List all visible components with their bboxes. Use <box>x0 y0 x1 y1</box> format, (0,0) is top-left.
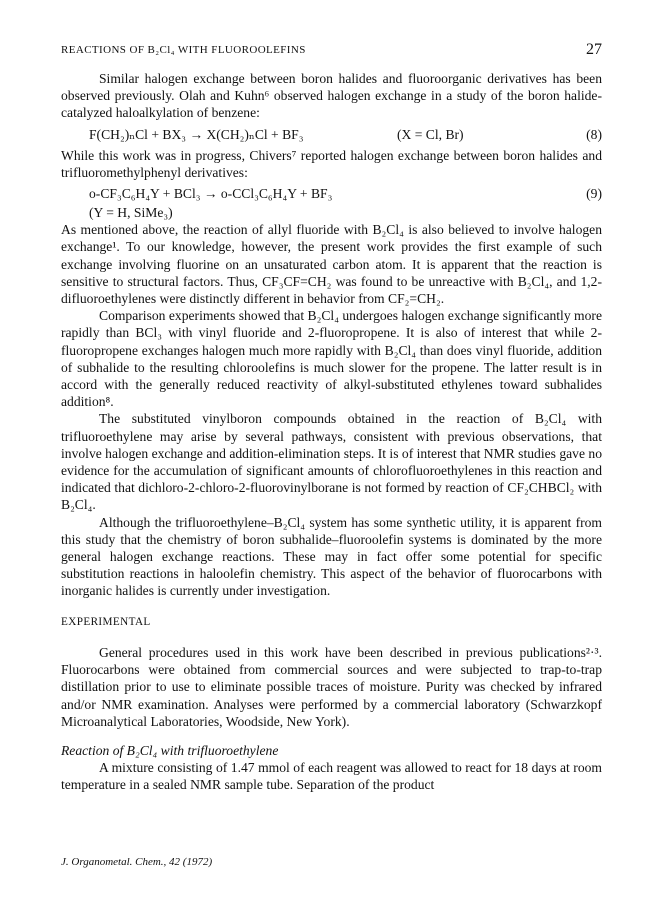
paragraph-chivers: While this work was in progress, Chivers⁷ reported halogen exchange between boron halides and trifluoromethylphenyl derivatives: <box>61 147 602 180</box>
paragraph-synthetic-utility: Although the trifluoroethylene–B₂Cl₄ system has some synthetic utility, it is apparent from this study that the chemistry of boron subhalide–fluoroolefin systems is dominated by the more general halogen exchange reactions. These may in fact offer some potential for specific substitution reactions in haloolefin chemistry. This aspect of the behavior of fluorocarbons with inorganic halides is currently under investigation. <box>61 514 602 599</box>
running-head: REACTIONS OF B₂Cl₄ WITH FLUOROOLEFINS <box>61 44 306 56</box>
page-header <box>61 42 602 60</box>
article-body <box>61 70 602 794</box>
paragraph-allyl-fluoride: As mentioned above, the reaction of allyl fluoride with B₂Cl₄ is also believed to involve halogen exchange¹. To our knowledge, however, the present work provides the first example of such exchange involving fluorine on an unsaturated carbon atom. It is apparent that the reaction is sensitive to structural factors. Thus, CF₃CF=CH₂ was found to be unreactive with B₂Cl₄, and 1,2-difluoroethylenes were distinctly different in behavior from CF₂=CH₂. <box>61 222 602 307</box>
page-number: 27 <box>586 41 602 58</box>
equation-8 <box>61 124 602 146</box>
paragraph-reaction-procedure: A mixture consisting of 1.47 mmol of each reagent was allowed to react for 18 days at room temperature in a sealed NMR sample tube. Separation of the product <box>61 760 602 793</box>
paragraph-halogen-exchange-previous: Similar halogen exchange between boron halides and fluoroorganic derivatives has been observed previously. Olah and Kuhn⁶ observed halogen exchange in a study of the boron halide-catalyzed haloalkylation of benzene: <box>61 71 602 121</box>
equation-9 <box>61 183 602 203</box>
subsection-heading-reaction: Reaction of B₂Cl₄ with trifluoroethylene <box>61 742 279 758</box>
paragraph-vinylboron-pathways: The substituted vinylboron compounds obtained in the reaction of B₂Cl₄ with trifluoroethylene may arise by several pathways, consistent with previous observations, that involve halogen exchange and addition-elimination steps. It is of interest that NMR studies gave no evidence for the accumulation of significant amounts of chlorofluoroethylenes in this reaction and indicated that dichloro-2-chloro-2-fluorovinylborane is not formed by reaction of CF₂CHBCl₂ with B₂Cl₄. <box>61 411 602 513</box>
journal-citation: J. Organometal. Chem., 42 (1972) <box>61 856 213 868</box>
equation-8-expression: F(CH₂)ₙCl + BX₃ → X(CH₂)ₙCl + BF₃ <box>89 126 304 142</box>
equation-8-condition: (X = Cl, Br) <box>397 126 464 142</box>
equation-9-expression: o-CF₃C₆H₄Y + BCl₃ → o-CCl₃C₆H₄Y + BF₃ <box>89 186 333 202</box>
equation-9-number: (9) <box>586 186 602 202</box>
equation-8-number: (8) <box>586 126 602 142</box>
paragraph-general-procedures: General procedures used in this work have been described in previous publications²·³. Fluorocarbons were obtained from commercial sources and were subjected to trap-to-trap distillation prior to use to eliminate possible traces of moisture. Purity was checked by infrared and/or NMR examination. Analyses were performed by a commercial laboratory (Schwarzkopf Microanalytical Laboratories, Woodside, New York). <box>61 644 602 729</box>
paragraph-comparison-experiments: Comparison experiments showed that B₂Cl₄ undergoes halogen exchange significantly more rapidly than BCl₃ with vinyl fluoride and 2-fluoropropene. It is also of interest that while 2-fluoropropene exchanges halogen much more rapidly with B₂Cl₄ than does vinyl fluoride, addition of subhalide to the resulting chloroolefins is much slower for the propene. The latter result is in accord with the generally reduced reactivity of alkyl-substituted ethylenes toward subhalides addition⁸. <box>61 308 602 410</box>
section-heading-experimental: EXPERIMENTAL <box>61 615 151 628</box>
equation-9-substituents: (Y = H, SiMe₃) <box>89 205 173 221</box>
